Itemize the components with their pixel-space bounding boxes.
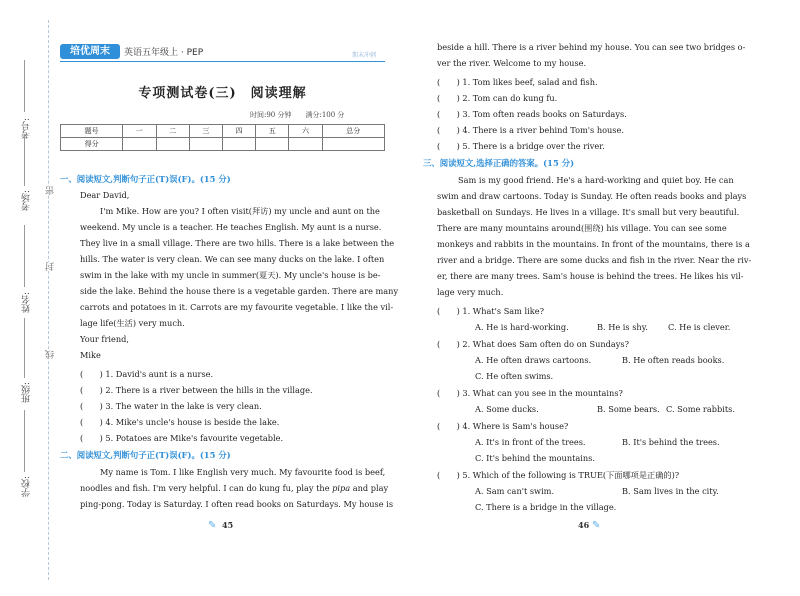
passage-text: and play [350,483,389,493]
option-a[interactable]: A. It's in front of the trees. [475,437,586,447]
question-item[interactable]: ( ) 2. What does Sam often do on Sundays? [437,339,629,349]
question-item[interactable]: ( ) 5. There is a bridge over the river. [437,141,605,151]
page-title: 专项测试卷(三) 阅读理解 [138,86,307,101]
option-c[interactable]: C. There is a bridge in the village. [475,502,617,512]
exam-number-field[interactable] [24,60,25,112]
letter-line: I'm Mike. How are you? I often visit(拜访) my uncle and aunt on the [100,206,380,216]
school-label: 学校: [22,476,32,498]
letter-line: Dear David, [80,190,130,200]
question-item[interactable]: ( ) 4. Where is Sam's house? [437,421,569,431]
question-item[interactable]: ( ) 1. What's Sam like? [437,306,544,316]
option-b[interactable]: B. He often reads books. [622,355,725,365]
passage-line: monkeys and rabbits in the mountains. In front of the mountains, there is a [437,239,750,249]
score-table [60,124,385,151]
option-b[interactable]: B. It's behind the trees. [622,437,720,447]
letter-line: swim in the lake with my uncle in summer(夏天). My uncle's house is be- [80,270,381,280]
exam-room-field[interactable] [24,134,25,186]
passage-line: swim and draw cartoons. Today is Sunday. He often reads books and plays [437,191,747,201]
passage-line: beside a hill. There is a river behind my house. You can see two bridges o- [437,42,746,52]
brand-logo: 培优周末 [60,44,120,59]
name-label: 姓名: [22,292,32,314]
question-item[interactable]: ( ) 1. David's aunt is a nurse. [80,369,214,379]
pencil-icon: ✎ [208,520,217,531]
question-item[interactable]: ( ) 5. Potatoes are Mike's favourite vegetable. [80,433,284,443]
name-field[interactable] [24,225,25,287]
score-table-header: 四 [222,125,255,138]
question-item[interactable]: ( ) 1. Tom likes beef, salad and fish. [437,77,598,87]
page-number-right: 46 [578,520,590,530]
passage-text: noodles and fish. I'm very helpful. I can do kung fu, play the [80,483,333,493]
passage-line: river and a bridge. There are some ducks and fish in the river. Near the riv- [437,255,752,265]
letter-line: side the lake. Behind the house there is a vegetable garden. There are many [80,286,399,296]
score-table-header: 三 [189,125,222,138]
option-b[interactable]: B. Some bears. [597,404,660,414]
section-2-title: 二、阅读短文,判断句子正(T)误(F)。(15 分) [60,450,231,460]
cut-mark-mi: 密 [46,186,56,195]
passage-line: er, there are many trees. Sam's house is behind the trees. He likes his vil- [437,271,744,281]
option-c[interactable]: C. Some rabbits. [666,404,735,414]
score-table-header-row [61,125,385,138]
score-table-header: 五 [256,125,289,138]
passage-line: Sam is my good friend. He's a hard-working and quiet boy. He can [458,175,734,185]
letter-line: lage life(生活) very much. [80,318,185,328]
passage-line: There are many mountains around(围绕) his village. You can see some [437,223,727,233]
passage-line: ping-pong. Today is Saturday. I often read books on Saturdays. My house is [80,499,394,509]
question-item[interactable]: ( ) 4. Mike's uncle's house is beside the lake. [80,417,280,427]
score-table-header: 题号 [61,125,123,138]
score-cell[interactable] [222,138,255,151]
score-cell[interactable] [156,138,189,151]
question-item[interactable]: ( ) 5. Which of the following is TRUE(下面哪项是正确的)? [437,470,680,480]
pencil-icon: ✎ [592,520,601,531]
section-3-title: 三、阅读短文,选择正确的答案。(15 分) [423,158,575,168]
letter-line: Your friend, [80,334,129,344]
option-c[interactable]: C. He often swims. [475,371,554,381]
letter-line: They live in a small village. There are two hills. There is a lake between the [80,238,395,248]
binding-margin [0,0,56,596]
option-a[interactable]: A. He often draws cartoons. [475,355,592,365]
option-a[interactable]: A. Sam can't swim. [475,486,555,496]
cut-line [48,20,49,580]
class-field[interactable] [24,318,25,378]
header-rule [60,61,385,62]
score-table-header: 总分 [322,125,384,138]
score-table-header: 六 [289,125,322,138]
passage-line: My name is Tom. I like English very much. My favourite food is beef, [100,467,386,477]
question-item[interactable]: ( ) 3. The water in the lake is very clean. [80,401,262,411]
exam-room-label: 考场: [22,190,32,212]
passage-line [80,483,388,494]
subject-label: 英语五年级上 · PEP [124,48,204,58]
passage-line: lage very much. [437,287,504,297]
question-item[interactable]: ( ) 3. What can you see in the mountains? [437,388,623,398]
score-table-score-row [61,138,385,151]
option-a[interactable]: A. He is hard-working. [475,322,569,332]
exam-number-label: 考号: [22,118,32,140]
option-a[interactable]: A. Some ducks. [475,404,539,414]
option-c[interactable]: C. It's behind the mountains. [475,453,595,463]
page-number-left: 45 [222,520,234,530]
question-item[interactable]: ( ) 4. There is a river behind Tom's house. [437,125,624,135]
score-table-header: 一 [123,125,156,138]
score-cell[interactable] [322,138,384,151]
passage-italic-word: pipa [332,483,351,493]
score-cell[interactable] [289,138,322,151]
cut-mark-feng: 封 [46,262,56,271]
question-item[interactable]: ( ) 3. Tom often reads books on Saturdays. [437,109,627,119]
option-b[interactable]: B. He is shy. [597,322,648,332]
score-row-label: 得分 [61,138,123,151]
passage-line: basketball on Sundays. He lives in a village. It's small but very beautiful. [437,207,740,217]
question-item[interactable]: ( ) 2. Tom can do kung fu. [437,93,558,103]
letter-line: Mike [80,350,101,360]
passage-line: ver the river. Welcome to my house. [437,58,587,68]
time-score-info: 时间:90 分钟 满分:100 分 [250,111,345,119]
question-item[interactable]: ( ) 2. There is a river between the hills in the village. [80,385,313,395]
letter-line: hills. The water is very clean. We can see many ducks on the lake. I often [80,254,385,264]
option-c[interactable]: C. He is clever. [668,322,731,332]
option-b[interactable]: B. Sam lives in the city. [622,486,719,496]
score-cell[interactable] [189,138,222,151]
school-field[interactable] [24,410,25,472]
letter-line: carrots and potatoes in it. Carrots are my favourite vegetable. I like the vil- [80,302,394,312]
class-label: 班级: [22,382,32,404]
letter-line: weekend. My uncle is a teacher. He teaches English. My aunt is a nurse. [80,222,382,232]
score-table-header: 二 [156,125,189,138]
section-1-title: 一、阅读短文,判断句子正(T)误(F)。(15 分) [60,174,231,184]
score-cell[interactable] [256,138,289,151]
cut-mark-xian: 线 [46,350,56,359]
score-cell[interactable] [123,138,156,151]
corner-mark: 期末冲刺 [352,52,377,59]
